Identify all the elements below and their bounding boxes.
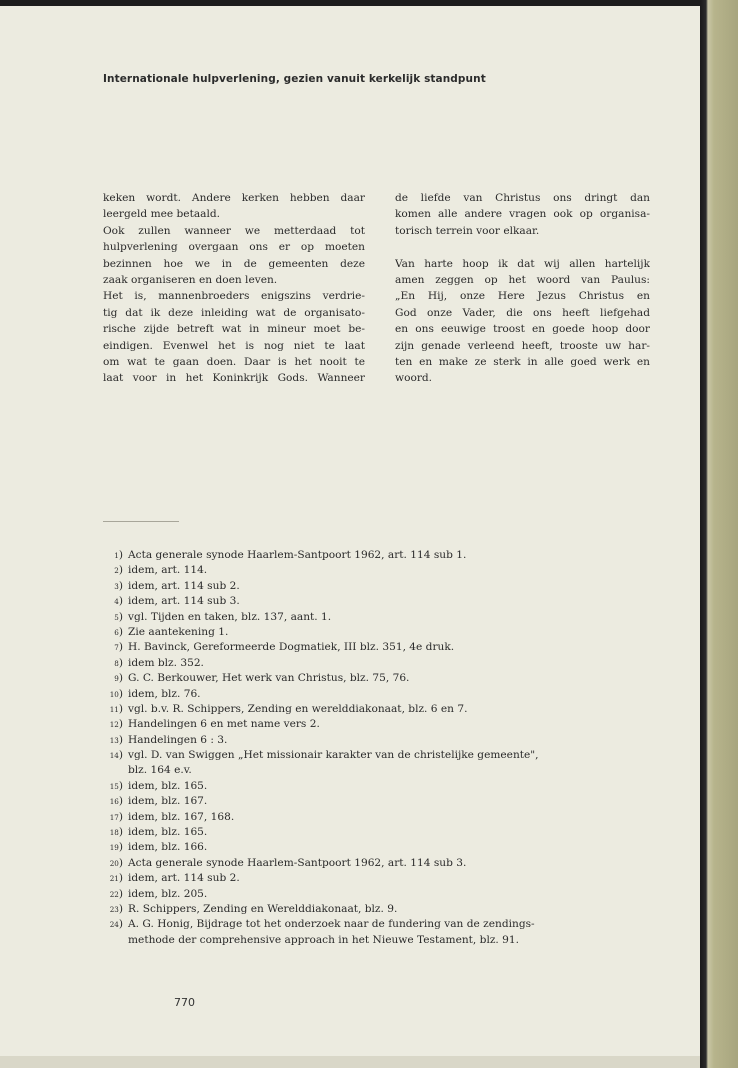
text-line: komen alle andere vragen ook op organisa-	[395, 208, 650, 221]
text-line: eindigen. Evenwel het is nog niet te laat	[103, 339, 365, 352]
footnote-number: 4	[114, 597, 119, 607]
footnote	[103, 563, 623, 578]
footnote-marker: 3)	[114, 579, 123, 592]
footnote-number: 13	[109, 735, 119, 745]
footnote-number: 24	[109, 920, 119, 930]
footnote-number: 20	[109, 858, 119, 868]
running-header: Internationale hulpverlening, gezien vanuit kerkelijk standpunt	[103, 73, 486, 85]
scan-bottom-edge	[0, 1056, 700, 1068]
footnote	[103, 887, 623, 902]
text-line: om wat te gaan doen. Daar is het nooit te	[103, 355, 365, 368]
footnote	[103, 917, 623, 932]
footnote-text: R. Schippers, Zending en Werelddiakonaat, blz. 9.	[128, 902, 398, 915]
text-line: hulpverlening overgaan ons er op moeten	[103, 241, 365, 254]
footnote	[103, 825, 623, 840]
text-line: zaak organiseren en doen leven.	[103, 273, 278, 286]
footnote	[103, 717, 623, 732]
footnote-text: H. Bavinck, Gereformeerde Dogmatiek, III blz. 351, 4e druk.	[128, 641, 455, 654]
footnote-text: idem, blz. 205.	[128, 887, 208, 900]
footnote-text: idem, blz. 76.	[128, 687, 201, 700]
footnote	[103, 579, 623, 594]
left-text-column	[103, 190, 365, 387]
footnote	[103, 594, 623, 609]
footnote-marker: 8)	[114, 656, 123, 669]
footnote-marker: 18)	[109, 826, 123, 839]
text-line: keken wordt. Andere kerken hebben daar	[103, 192, 365, 204]
footnote-text: Zie aantekening 1.	[128, 625, 229, 638]
footnote-number: 11	[109, 704, 119, 714]
footnote	[103, 810, 623, 825]
text-line: en ons eeuwige troost en goede hoop door	[395, 323, 650, 336]
footnote	[103, 625, 623, 640]
footnote-number: 5	[114, 612, 119, 622]
footnote-text: idem, art. 114 sub 2.	[128, 872, 240, 885]
footnote	[103, 748, 623, 763]
paragraph-gap	[395, 239, 650, 255]
footnote	[103, 702, 623, 717]
footnote	[103, 687, 623, 702]
footnote-continuation: methode der comprehensive approach in het Nieuwe Testament, blz. 91.	[128, 933, 520, 946]
text-line: rische zijde betreft wat in mineur moet be-	[103, 323, 365, 336]
scan-right-edge	[700, 0, 738, 1068]
footnote-number: 15	[109, 781, 119, 791]
footnote-marker: 9)	[114, 672, 123, 685]
footnote-text: idem, blz. 165.	[128, 826, 208, 839]
footnote-marker: 7)	[114, 641, 123, 654]
footnote	[103, 610, 623, 625]
footnote	[103, 794, 623, 809]
footnote-number: 7	[114, 643, 119, 653]
footnote-number: 23	[109, 904, 119, 914]
footnote-number: 9	[114, 674, 119, 684]
text-line: Het is, mannenbroeders enigszins verdrie-	[103, 290, 365, 303]
text-line: woord.	[395, 372, 433, 385]
footnote-marker: 12)	[109, 718, 123, 731]
text-line: Van harte hoop ik dat wij allen hartelijk	[395, 257, 650, 270]
footnote-number: 19	[109, 843, 119, 853]
footnote-marker: 19)	[109, 841, 123, 854]
text-line: bezinnen hoe we in de gemeenten deze	[103, 257, 365, 270]
footnote	[103, 640, 623, 655]
footnote-number: 3	[114, 581, 119, 591]
text-line: zijn genade verleend heeft, trooste uw har-	[395, 339, 650, 352]
footnote-text: G. C. Berkouwer, Het werk van Christus, blz. 75, 76.	[128, 672, 410, 685]
footnote-number: 2	[114, 566, 119, 576]
footnote-marker: 6)	[114, 625, 123, 638]
footnote-marker: 17)	[109, 810, 123, 823]
footnote	[103, 871, 623, 886]
text-line: amen zeggen op het woord van Paulus:	[395, 273, 650, 286]
footnote-text: idem, art. 114 sub 2.	[128, 579, 240, 592]
footnote-marker: 20)	[109, 856, 123, 869]
footnote-text: Handelingen 6 en met name vers 2.	[128, 718, 320, 731]
text-line: Ook zullen wanneer we metterdaad tot	[103, 224, 365, 237]
footnote-text: idem blz. 352.	[128, 656, 204, 669]
footnote-number: 17	[109, 812, 119, 822]
footnote-text: Handelingen 6 : 3.	[128, 733, 228, 746]
scan-top-edge	[0, 0, 700, 6]
footnote-number: 18	[109, 828, 119, 838]
footnotes-list	[103, 548, 623, 948]
footnote-marker: 16)	[109, 795, 123, 808]
text-line: leergeld mee betaald.	[103, 208, 221, 221]
footnote-text: idem, art. 114 sub 3.	[128, 595, 240, 608]
footnote-number: 14	[109, 751, 119, 761]
footnote-text: vgl. b.v. R. Schippers, Zending en werelddiakonaat, blz. 6 en 7.	[128, 702, 468, 715]
footnote-marker: 10)	[109, 687, 123, 700]
footnote-text: idem, blz. 167.	[128, 795, 208, 808]
footnote-text: idem, blz. 167, 168.	[128, 810, 235, 823]
footnote-marker: 22)	[109, 887, 123, 900]
footnote-marker: 4)	[114, 595, 123, 608]
page-number: 770	[174, 996, 195, 1009]
footnote-text: Acta generale synode Haarlem-Santpoort 1962, art. 114 sub 1.	[128, 549, 467, 561]
text-line: torisch terrein voor elkaar.	[395, 224, 540, 237]
footnote-number: 8	[114, 658, 119, 668]
footnote-text: idem, blz. 166.	[128, 841, 208, 854]
footnote-marker: 21)	[109, 872, 123, 885]
footnote-text: vgl. D. van Swiggen „Het missionair karakter van de christelijke gemeente",	[128, 749, 539, 762]
footnote-number: 16	[109, 797, 119, 807]
footnote-marker: 24)	[109, 918, 123, 931]
footnote-marker: 11)	[109, 702, 123, 715]
footnote-text: vgl. Tijden en taken, blz. 137, aant. 1.	[128, 610, 332, 623]
footnote-number: 12	[109, 720, 119, 730]
footnote	[103, 779, 623, 794]
right-text-column	[395, 190, 650, 387]
footnote-text: A. G. Honig, Bijdrage tot het onderzoek naar de fundering van de zendings-	[128, 918, 535, 931]
footnote	[103, 548, 623, 563]
footnote-text: idem, blz. 165.	[128, 779, 208, 792]
text-line: God onze Vader, die ons heeft liefgehad	[395, 306, 650, 319]
footnote-number: 21	[109, 874, 119, 884]
footnote-marker: 13)	[109, 733, 123, 746]
footnote-marker: 15)	[109, 779, 123, 792]
text-line: „En Hij, onze Here Jezus Christus en	[395, 290, 650, 303]
text-line: tig dat ik deze inleiding wat de organisato-	[103, 306, 365, 319]
text-line: laat voor in het Koninkrijk Gods. Wanneer	[103, 372, 365, 385]
footnote-marker: 23)	[109, 902, 123, 915]
text-line: de liefde van Christus ons dringt dan	[395, 192, 650, 204]
footnote-text: Acta generale synode Haarlem-Santpoort 1962, art. 114 sub 3.	[128, 856, 467, 869]
footnote	[103, 733, 623, 748]
footnote	[103, 840, 623, 855]
footnote-continuation: blz. 164 e.v.	[128, 764, 192, 777]
footnote-marker: 14)	[109, 749, 123, 762]
footnote-marker: 5)	[114, 610, 123, 623]
footnote	[103, 671, 623, 686]
footnote	[103, 656, 623, 671]
footnote-separator	[103, 521, 179, 522]
footnote	[103, 902, 623, 917]
footnote-number: 6	[114, 627, 119, 637]
footnote-marker: 1)	[114, 549, 123, 561]
footnote-marker: 2)	[114, 564, 123, 577]
footnote-number: 1	[114, 551, 119, 560]
footnote	[103, 856, 623, 871]
footnote-number: 10	[109, 689, 119, 699]
footnote-number: 22	[109, 889, 119, 899]
text-line: ten en make ze sterk in alle goed werk en	[395, 355, 650, 368]
footnote-text: idem, art. 114.	[128, 564, 208, 577]
